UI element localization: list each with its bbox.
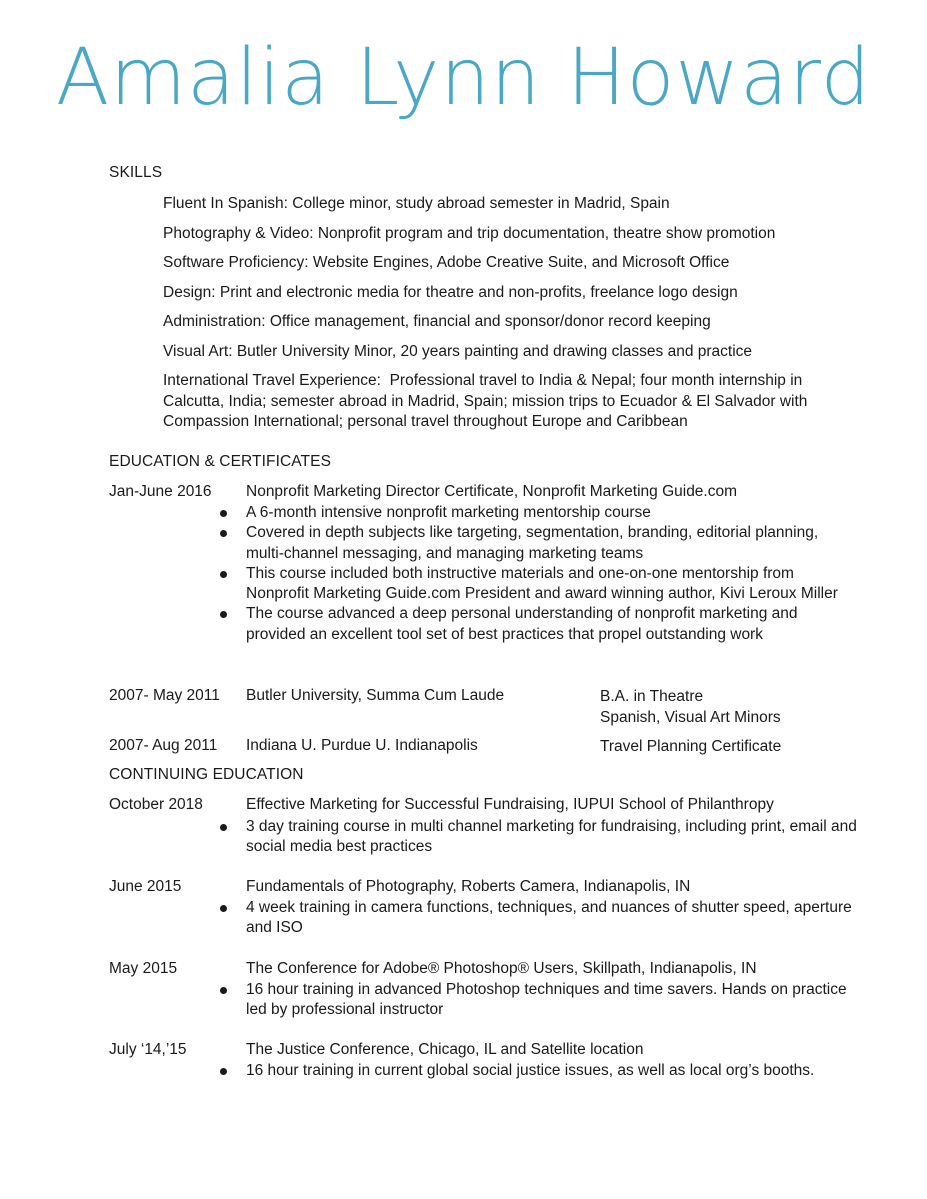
skill-text: Office management, financial and sponsor/donor record keeping (265, 313, 711, 330)
skill-text: College minor, study abroad semester in Madrid, Spain (287, 195, 670, 212)
bullet-item (216, 817, 866, 858)
bullet-text: This course included both instructive materials and one-on-one mentorship from Nonprofit Marketing Guide.com President and award winning author, Kivi Leroux Miller (246, 564, 838, 603)
continuing-heading: CONTINUING EDUCATION (109, 766, 304, 783)
entry-title: Butler University, Summa Cum Laude (246, 687, 505, 704)
bullet-list (216, 817, 866, 858)
education-heading: EDUCATION & CERTIFICATES (109, 453, 332, 470)
bullet-text: A 6-month intensive nonprofit marketing mentorship course (246, 504, 651, 521)
bullet-icon (220, 510, 227, 517)
skill-item (163, 342, 873, 363)
skills-heading: SKILLS (109, 164, 163, 181)
bullet-text: 4 week training in camera functions, techniques, and nuances of shutter speed, aperture and ISO (246, 899, 852, 937)
skill-label: Software Proficiency: (163, 254, 309, 271)
resume-name: Amalia Lynn Howard (55, 33, 872, 123)
bullet-item (216, 604, 856, 645)
bullet-item (216, 503, 856, 523)
bullet-list (216, 898, 866, 939)
entry-title: Indiana U. Purdue U. Indianapolis (246, 737, 478, 754)
skill-label: Fluent In Spanish: (163, 195, 288, 212)
bullet-list (216, 1061, 886, 1081)
bullet-icon (220, 987, 227, 994)
skill-item (163, 224, 873, 245)
bullet-text: 16 hour training in current global social justice issues, as well as local org’s booths. (246, 1062, 815, 1079)
entry-title: The Conference for Adobe® Photoshop® Users, Skillpath, Indianapolis, IN (246, 960, 757, 977)
entry-date: May 2015 (109, 960, 178, 977)
skill-text: Nonprofit program and trip documentation, theatre show promotion (313, 225, 776, 242)
skill-text: Print and electronic media for theatre and non-profits, freelance logo design (215, 284, 738, 301)
skill-text: Professional travel to India & Nepal; four month internship in Calcutta, India; semester abroad in Madrid, Spain; mission trips to Ecuador & El Salvador with Compassion International; personal travel throughout Europe and Caribbean (163, 372, 812, 430)
bullet-item (216, 564, 856, 605)
skill-item (163, 194, 873, 215)
entry-date: 2007- Aug 2011 (109, 737, 218, 754)
bullet-item (216, 1061, 886, 1081)
skill-label: Photography & Video: (163, 225, 314, 242)
bullet-icon (220, 824, 227, 831)
skill-label: Design: (163, 284, 216, 301)
bullet-icon (220, 611, 227, 618)
bullet-icon (220, 905, 227, 912)
degree-line: B.A. in Theatre (600, 688, 704, 705)
skill-label: International Travel Experience: (163, 372, 381, 389)
entry-date: June 2015 (109, 878, 182, 895)
skill-item (163, 253, 873, 274)
entry-title: Nonprofit Marketing Director Certificate, Nonprofit Marketing Guide.com (246, 483, 738, 500)
bullet-list (216, 503, 856, 645)
entry-date: October 2018 (109, 796, 203, 813)
entry-title: The Justice Conference, Chicago, IL and Satellite location (246, 1041, 644, 1058)
skill-text: Website Engines, Adobe Creative Suite, and Microsoft Office (308, 254, 730, 271)
bullet-text: Covered in depth subjects like targeting, segmentation, branding, editorial planning, multi-channel messaging, and managing marketing teams (246, 524, 819, 562)
skill-item (163, 312, 873, 333)
entry-date: 2007- May 2011 (109, 687, 220, 704)
bullet-item (216, 980, 866, 1021)
bullet-icon (220, 571, 227, 578)
entry-title: Effective Marketing for Successful Fundraising, IUPUI School of Philanthropy (246, 796, 774, 813)
skill-text: Butler University Minor, 20 years painting and drawing classes and practice (232, 343, 753, 360)
entry-degree (600, 687, 781, 728)
bullet-list (216, 980, 866, 1021)
bullet-item (216, 523, 856, 564)
bullet-icon (220, 1068, 227, 1075)
entry-date: July ‘14,’15 (109, 1041, 187, 1058)
minors-line: Spanish, Visual Art Minors (600, 708, 781, 726)
entry-title: Fundamentals of Photography, Roberts Camera, Indianapolis, IN (246, 878, 691, 895)
skill-label: Administration: (163, 313, 266, 330)
entry-date: Jan-June 2016 (109, 483, 212, 500)
skill-label: Visual Art: (163, 343, 233, 360)
bullet-text: The course advanced a deep personal understanding of nonprofit marketing and provided an excellent tool set of best practices that propel outstanding work (246, 605, 798, 643)
bullet-text: 3 day training course in multi channel marketing for fundraising, including print, email and social media best practices (246, 818, 857, 856)
bullet-icon (220, 530, 227, 537)
skill-item (163, 371, 863, 433)
skill-item (163, 283, 873, 304)
bullet-text: 16 hour training in advanced Photoshop techniques and time savers. Hands on practice led by professional instructor (246, 981, 847, 1019)
bullet-item (216, 898, 866, 939)
entry-certificate: Travel Planning Certificate (600, 738, 782, 755)
